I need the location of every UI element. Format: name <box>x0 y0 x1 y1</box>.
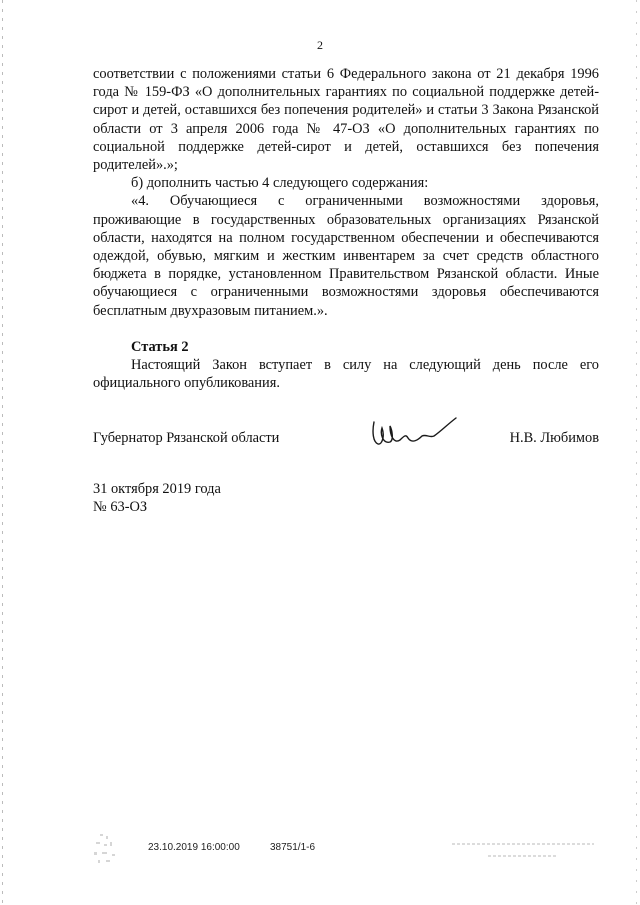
article-2-title: Статья 2 <box>131 338 189 355</box>
signature-block <box>93 430 599 460</box>
paragraph-3: «4. Обучающиеся с ограниченными возможностями здоровья, проживающие в государственных образовательных организациях Рязанской области, находятся на полном государственном обеспечении и обеспечиваются одеждой, обувью, мягким и жестким инвентарем за счет средств областного бюджета в порядке, установленном Правительством Рязанской области. Иные обучающиеся с ограниченными возможностями здоровья обеспечиваются бесплатным двухразовым питанием.». <box>93 193 599 319</box>
signatory-name: Н.В. Любимов <box>509 430 599 446</box>
handwritten-signature <box>368 414 458 454</box>
signatory-position: Губернатор Рязанской области <box>93 430 280 446</box>
footer-timestamp: 23.10.2019 16:00:00 <box>148 842 240 853</box>
scan-edge-right <box>636 0 637 905</box>
scan-edge-left <box>2 0 3 905</box>
paragraph-1: соответствии с положениями статьи 6 Федерального закона от 21 декабря 1996 года № 159-ФЗ «О дополнительных гарантиях по социальной поддержке детей-сирот и детей, оставшихся без попечения родителей» и статьи 3 Закона Рязанской области от 3 апреля 2006 года № 47-ОЗ «О дополнительных гарантиях по социальной поддержке детей-сирот и детей, оставшихся без попечения родителей».»; <box>93 66 599 174</box>
faint-registration-mark <box>86 830 126 870</box>
paragraph-4: Настоящий Закон вступает в силу на следующий день после его официального опубликования. <box>93 357 599 392</box>
paragraph-2: б) дополнить частью 4 следующего содержания: <box>131 175 429 192</box>
page-number: 2 <box>317 38 323 52</box>
law-text <box>93 65 599 392</box>
law-number: № 63-ОЗ <box>93 499 148 515</box>
footer-document-id: 38751/1-6 <box>270 842 316 853</box>
signing-date: 31 октября 2019 года <box>93 481 221 497</box>
faint-stamp <box>448 836 598 864</box>
signing-details <box>93 480 221 516</box>
